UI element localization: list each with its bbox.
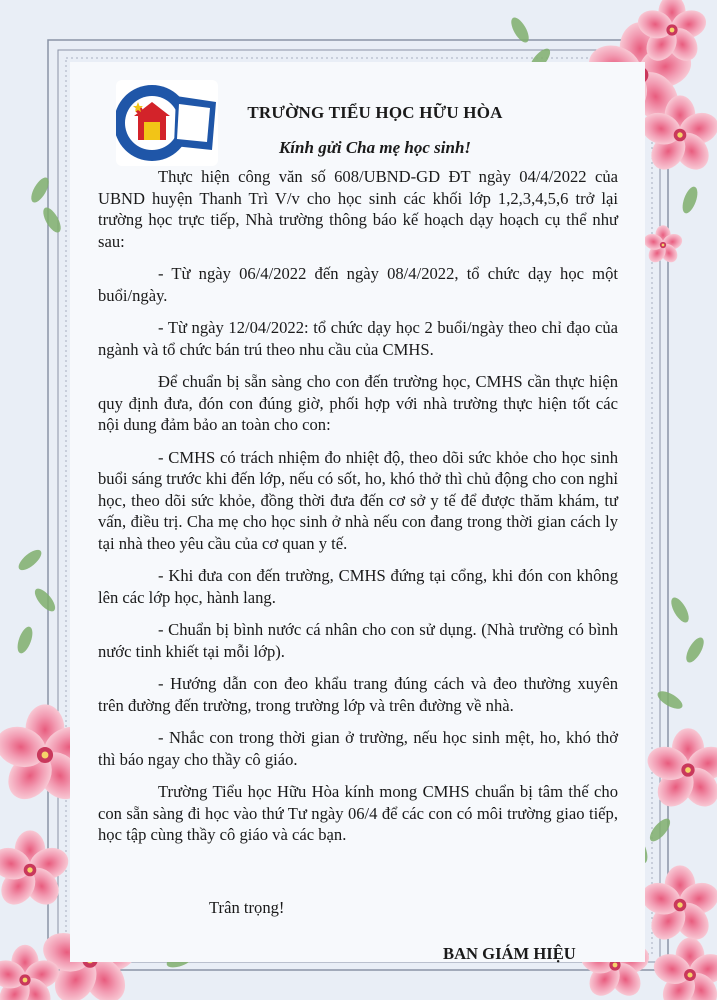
paragraph: - CMHS có trách nhiệm đo nhiệt độ, theo dõi sức khỏe cho học sinh buổi sáng trước khi đến lớp, nếu có sốt, ho, khó thở thì chủ động cho con nghỉ học, theo dõi sức khỏe, đồng thời đưa đến cơ sở y tế để được thăm khám, tư vấn, điều trị. Cha mẹ cho học sinh ở nhà nếu con đang trong thời gian cách ly tại nhà theo yêu cầu của cơ quan y tế. [98, 447, 618, 553]
signature: BAN GIÁM HIỆU [443, 944, 576, 963]
paragraph: - Từ ngày 12/04/2022: tổ chức dạy học 2 buổi/ngày theo chỉ đạo của ngành và tổ chức bán trú theo nhu cầu của CMHS. [98, 318, 618, 359]
closing-line: Trân trọng! [209, 898, 285, 917]
paragraph: Để chuẩn bị sẵn sàng cho con đến trường học, CMHS cần thực hiện quy định đưa, đón con đúng giờ, phối hợp với nhà trường thực hiện tốt các nội dung đảm bảo an toàn cho con: [98, 372, 618, 434]
greeting-line: Kính gửi Cha mẹ học sinh! [278, 138, 472, 157]
paragraph: - Khi đưa con đến trường, CMHS đứng tại cổng, khi đón con không lên các lớp học, hành lang. [98, 566, 618, 607]
paragraph: - Chuẩn bị bình nước cá nhân cho con sử dụng. (Nhà trường có bình nước tinh khiết tại mỗi lớp). [98, 620, 618, 661]
paragraph: - Hướng dẫn con đeo khẩu trang đúng cách và đeo thường xuyên trên đường đến trường, trong trường lớp và trên đường về nhà. [98, 674, 618, 715]
paragraph: Trường Tiểu học Hữu Hòa kính mong CMHS chuẩn bị tâm thế cho con sẵn sàng đi học vào thứ Tư ngày 06/4 để các con có môi trường giao tiếp, học tập cùng thầy cô giáo và các bạn. [98, 782, 618, 844]
paragraph: - Từ ngày 06/4/2022 đến ngày 08/4/2022, tổ chức dạy học một buổi/ngày. [98, 264, 618, 305]
letter-body [98, 166, 618, 857]
paragraph: Thực hiện công văn số 608/UBND-GD ĐT ngày 04/4/2022 của UBND huyện Thanh Trì V/v cho học sinh các khối lớp 1,2,3,4,5,6 trở lại trường học trực tiếp, Nhà trường thông báo kế hoạch dạy hoạch cụ thể như sau: [98, 167, 618, 251]
school-name-heading: TRƯỜNG TIỂU HỌC HỮU HÒA [247, 103, 503, 122]
paragraph: - Nhắc con trong thời gian ở trường, nếu học sinh mệt, ho, khó thở thì báo ngay cho thầy cô giáo. [98, 728, 618, 769]
school-logo [116, 80, 218, 166]
